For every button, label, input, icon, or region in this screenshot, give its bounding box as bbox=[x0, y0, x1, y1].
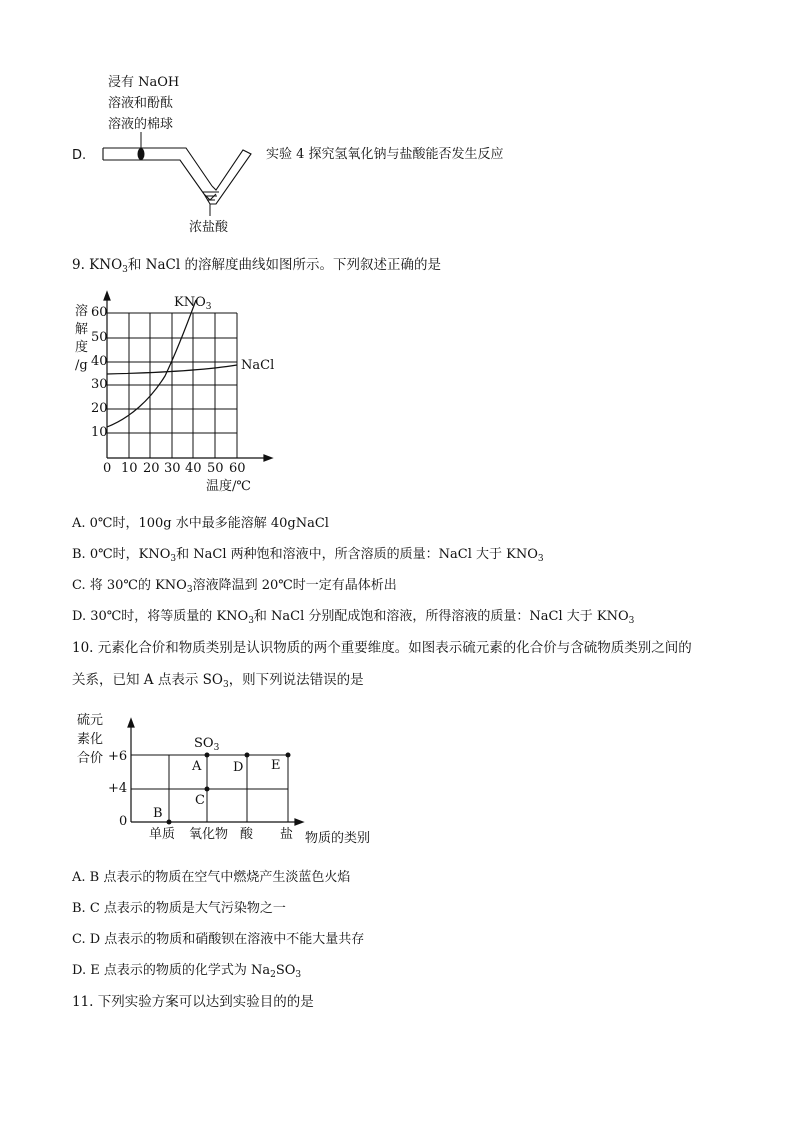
x-tick-0: 0 bbox=[103, 461, 112, 476]
valence-ylabel-line3: 合价 bbox=[77, 751, 104, 766]
point-c-label: C bbox=[195, 793, 205, 808]
valence-ylabel-line2: 素化 bbox=[77, 732, 104, 747]
q9-option-b: B. 0℃时，$KNO_3$和 NaCl 两种饱和溶液中，所含溶质的质量：NaCl 大于 $KNO_3$ bbox=[72, 547, 544, 564]
q9-option-c: C. 将 30℃的 $KNO_3$溶液降温到 20℃时一定有晶体析出 bbox=[72, 578, 397, 595]
valence-x-arrow bbox=[295, 819, 303, 825]
solubility-ylabel-2: 解 bbox=[75, 322, 89, 337]
valence-xlabel: 物质的类别 bbox=[305, 831, 371, 846]
x-tick-40: 40 bbox=[185, 461, 202, 476]
category-oxide: 氧化物 bbox=[189, 827, 229, 842]
point-e-label: E bbox=[271, 758, 281, 773]
y-tick-10: 10 bbox=[91, 425, 108, 440]
point-b-label: B bbox=[153, 806, 163, 821]
option-letter-d: D. bbox=[72, 148, 87, 163]
y-tick-50: 50 bbox=[91, 330, 108, 345]
x-tick-10: 10 bbox=[121, 461, 138, 476]
y-tick-20: 20 bbox=[91, 401, 108, 416]
x-tick-20: 20 bbox=[143, 461, 160, 476]
solubility-ylabel-1: 溶 bbox=[75, 304, 89, 319]
nacl-curve-label: NaCl bbox=[241, 358, 275, 373]
x-tick-30: 30 bbox=[164, 461, 181, 476]
x-tick-50: 50 bbox=[207, 461, 224, 476]
solubility-ylabel-4: /g bbox=[75, 358, 88, 373]
cotton-label-line3: 溶液的棉球 bbox=[108, 117, 174, 132]
y-tick-60: 60 bbox=[91, 305, 108, 320]
valence-tick-0: 0 bbox=[119, 814, 128, 829]
category-element: 单质 bbox=[149, 827, 176, 842]
y-tick-40: 40 bbox=[91, 354, 108, 369]
q10-option-a: A. B 点表示的物质在空气中燃烧产生淡蓝色火焰 bbox=[72, 870, 351, 885]
valence-y-arrow bbox=[128, 719, 134, 727]
q10-stem-line2: 关系，已知 A 点表示 $SO_3$，则下列说法错误的是 bbox=[72, 672, 364, 690]
point-e-dot bbox=[286, 753, 291, 758]
so3-label: $SO_3$ bbox=[194, 736, 220, 753]
q11-stem: 11. 下列实验方案可以达到实验目的的是 bbox=[72, 994, 314, 1010]
valence-ylabel-line1: 硫元 bbox=[77, 713, 104, 728]
q9-stem: 9. $KNO_3$和 NaCl 的溶解度曲线如图所示。下列叙述正确的是 bbox=[72, 257, 441, 275]
point-c-dot bbox=[205, 787, 210, 792]
point-b-dot bbox=[167, 820, 172, 825]
point-a-dot bbox=[205, 753, 210, 758]
cotton-label-line1: 浸有 NaOH bbox=[108, 75, 180, 90]
conc-hcl-label: 浓盐酸 bbox=[189, 220, 229, 235]
solubility-ylabel-3: 度 bbox=[75, 340, 89, 355]
cotton-label-line2: 溶液和酚酞 bbox=[108, 96, 174, 111]
solubility-xlabel: 温度/℃ bbox=[206, 479, 251, 494]
x-tick-60: 60 bbox=[229, 461, 246, 476]
q10-option-b: B. C 点表示的物质是大气污染物之一 bbox=[72, 901, 286, 916]
point-a-label: A bbox=[192, 759, 202, 774]
q10-option-d: D. E 点表示的物质的化学式为 $Na_2SO_3$ bbox=[72, 963, 302, 980]
valence-tick-plus4: +4 bbox=[108, 781, 128, 796]
q9-option-d: D. 30℃时，将等质量的 $KNO_3$和 NaCl 分别配成饱和溶液，所得溶液的质量：NaCl 大于 $KNO_3$ bbox=[72, 609, 635, 626]
valence-tick-plus6: +6 bbox=[108, 749, 128, 764]
category-acid: 酸 bbox=[240, 827, 254, 842]
q10-stem-line1: 10. 元素化合价和物质类别是认识物质的两个重要维度。如图表示硫元素的化合价与含硫物质类别之间的 bbox=[72, 640, 692, 656]
experiment4-description: 实验 4 探究氢氧化钠与盐酸能否发生反应 bbox=[266, 147, 504, 162]
q9-option-a: A. 0℃时，100g 水中最多能溶解 40gNaCl bbox=[72, 516, 329, 531]
y-tick-30: 30 bbox=[91, 377, 108, 392]
point-d-dot bbox=[245, 753, 250, 758]
point-d-label: D bbox=[233, 760, 244, 775]
kno3-curve-label: $KNO_3$ bbox=[174, 295, 212, 312]
q10-option-c: C. D 点表示的物质和硝酸钡在溶液中不能大量共存 bbox=[72, 932, 365, 947]
category-salt: 盐 bbox=[280, 827, 294, 842]
